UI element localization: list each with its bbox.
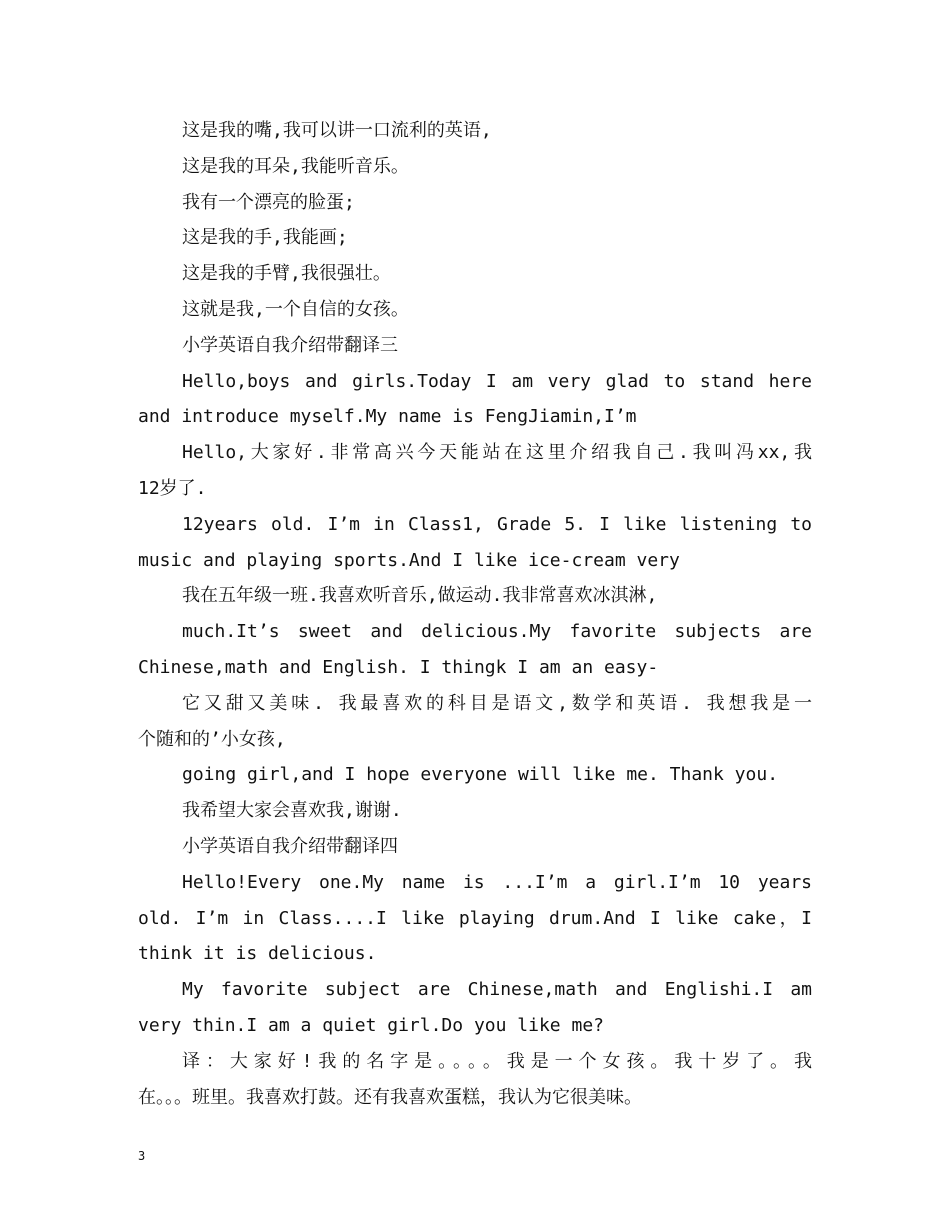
text-line: My favorite subject are Chinese,math and Englishi.I am [182, 979, 812, 1001]
text-line: old. I’m in Class....I like playing drum.And I like cake，I [138, 907, 812, 929]
text-line: 我在五年级一班.我喜欢听音乐,做运动.我非常喜欢冰淇淋, [182, 585, 658, 607]
text-line: 这就是我,一个自信的女孩。 [182, 298, 409, 320]
text-line: 这是我的嘴,我可以讲一口流利的英语, [182, 120, 492, 141]
text-line: 小学英语自我介绍带翻译三 [182, 334, 398, 356]
text-line: 我希望大家会喜欢我,谢谢. [182, 800, 402, 822]
text-line: very thin.I am a quiet girl.Do you like me? [138, 1014, 604, 1036]
text-line: think it is delicious. [138, 943, 377, 965]
document-body [138, 113, 812, 1115]
text-line: Hello,boys and girls.Today I am very glad to stand here [182, 370, 812, 392]
text-line: Chinese,math and English. I thingk I am an easy- [138, 656, 659, 678]
text-line: 这是我的耳朵,我能听音乐。 [182, 155, 409, 177]
text-line: 我有一个漂亮的脸蛋; [182, 191, 355, 213]
text-line: 12岁了. [138, 477, 207, 499]
text-line: Hello!Every one.My name is ...I’m a girl.I’m 10 years [182, 871, 812, 893]
text-line: much.It’s sweet and delicious.My favorite subjects are [182, 621, 812, 643]
text-line: 译：大家好!我的名字是。。。。我是一个女孩。我十岁了。我 [182, 1050, 812, 1072]
text-line: 小学英语自我介绍带翻译四 [182, 835, 398, 857]
page-number: 3 [138, 1149, 146, 1163]
text-line: 这是我的手,我能画; [182, 227, 348, 249]
text-line: 它又甜又美味. 我最喜欢的科目是语文,数学和英语. 我想我是一 [182, 692, 812, 714]
text-line: Hello,大家好.非常高兴今天能站在这里介绍我自己.我叫冯xx,我 [182, 442, 812, 464]
text-line: music and playing sports.And I like ice-cream very [138, 549, 680, 571]
text-line: 在。。。班里。我喜欢打鼓。还有我喜欢蛋糕，我认为它很美味。 [138, 1086, 642, 1108]
text-line: going girl,and I hope everyone will like me. Thank you. [182, 764, 779, 786]
text-line: 12years old. I’m in Class1, Grade 5. I like listening to [182, 513, 812, 535]
text-line: 个随和的’小女孩, [138, 728, 286, 750]
text-line: and introduce myself.My name is FengJiamin,I’m [138, 406, 637, 428]
text-line: 这是我的手臂,我很强壮。 [182, 263, 391, 285]
